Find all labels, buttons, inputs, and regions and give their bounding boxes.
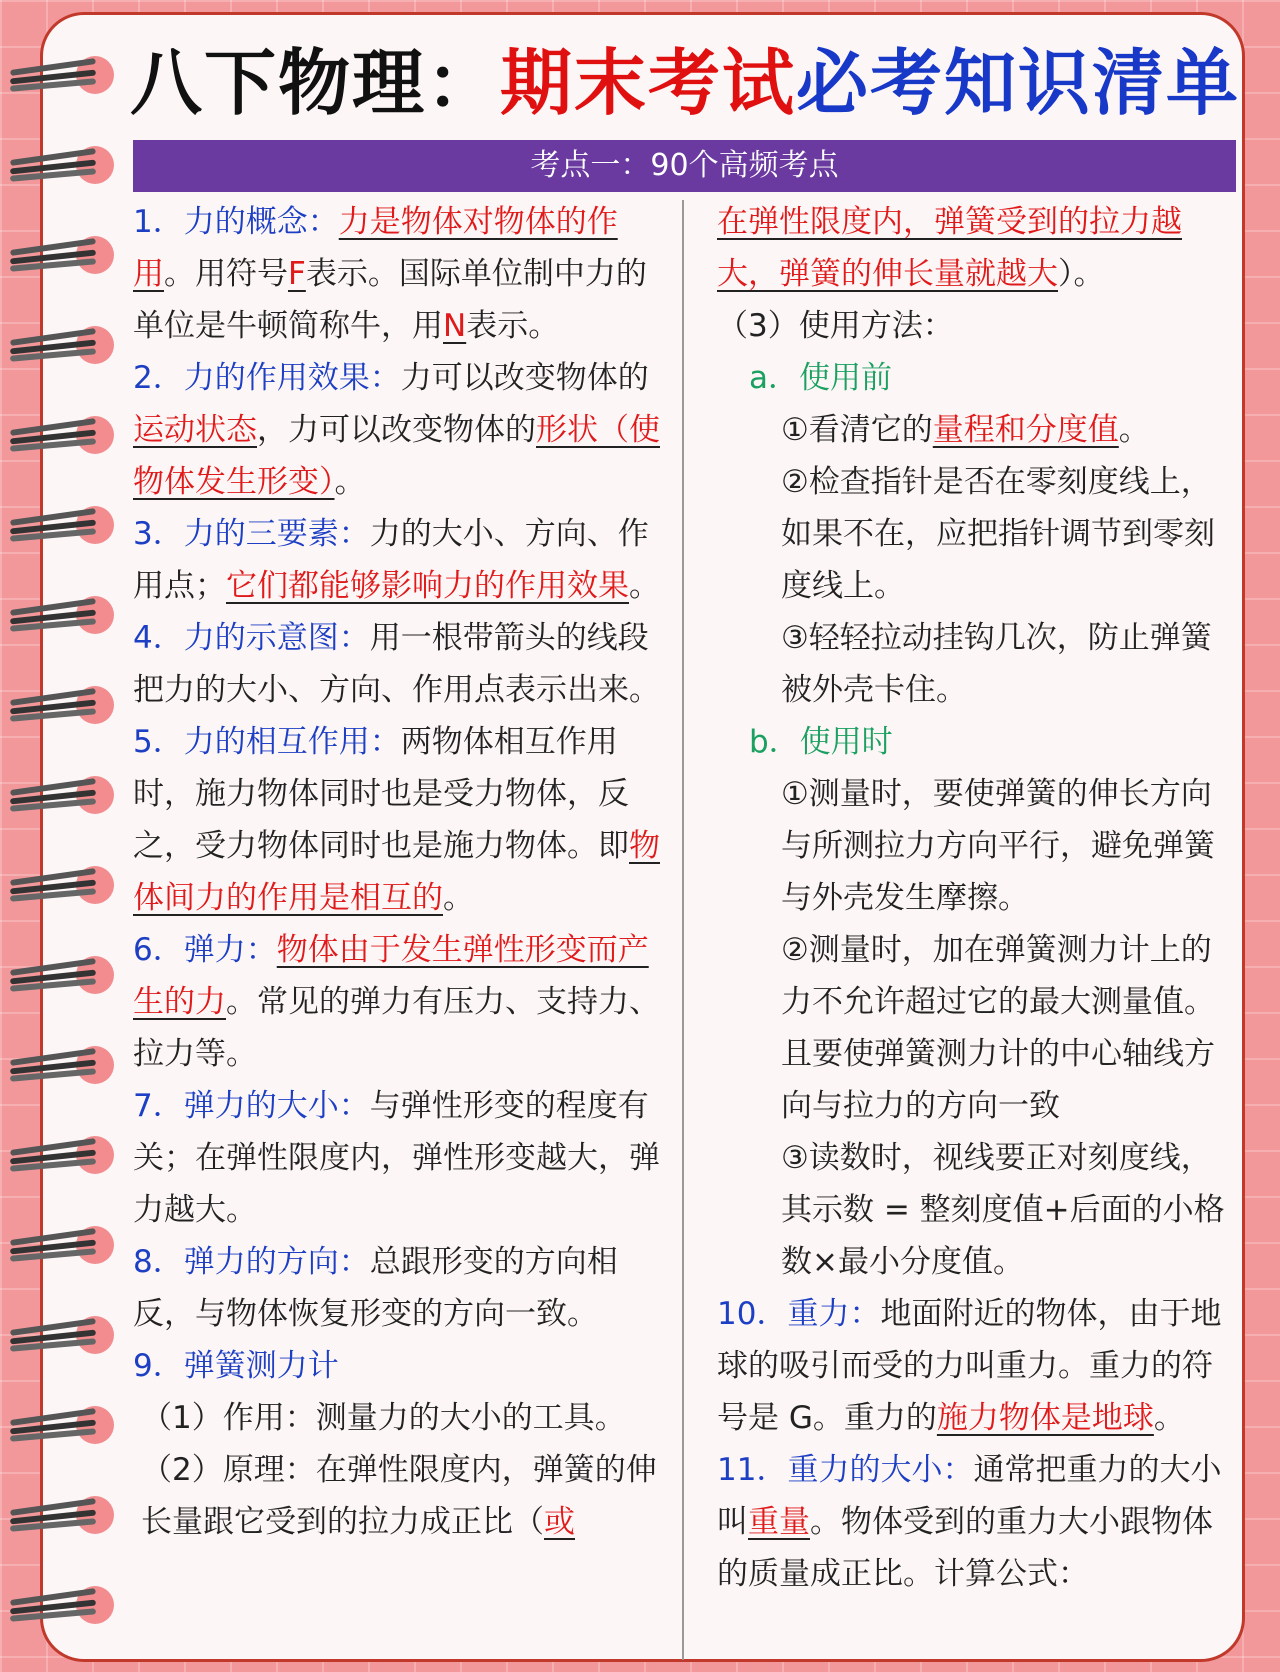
point-4 bbox=[133, 612, 668, 716]
point-text: 用一根带箭头的线段把力的大小、方向、作用点表示出来。 bbox=[133, 620, 660, 708]
left-column bbox=[133, 196, 668, 1548]
during-use-step-3: ③读数时，视线要正对刻度线，其示数 = 整刻度值+后面的小格数×最小分度值。 bbox=[781, 1140, 1225, 1280]
usage-heading: （3）使用方法： bbox=[717, 308, 954, 344]
point-text: ，力可以改变物体的 bbox=[257, 412, 536, 448]
point-text: ）。 bbox=[1058, 256, 1105, 292]
point-heading: 力的示意图： bbox=[183, 620, 370, 656]
page-title bbox=[130, 38, 1241, 128]
point-text: 。 bbox=[1153, 1400, 1185, 1436]
key-phrase: 它们都能够影响力的作用效果 bbox=[226, 568, 629, 604]
column-divider bbox=[682, 200, 684, 1660]
key-phrase: 物体间力的作用是相互的 bbox=[133, 828, 660, 916]
point-number: 6． bbox=[133, 932, 184, 968]
principle-continued bbox=[717, 196, 1235, 300]
point-heading: 力的作用效果： bbox=[183, 360, 401, 396]
section-banner: 考点一：90个高频考点 bbox=[133, 140, 1236, 192]
point-number: 9． bbox=[133, 1348, 184, 1384]
point-number: 7． bbox=[133, 1088, 184, 1124]
key-phrase: 重量 bbox=[748, 1504, 810, 1540]
point-heading: 弹力的大小： bbox=[183, 1088, 370, 1124]
point-text: 。 bbox=[443, 880, 474, 916]
key-phrase: 施力物体是地球 bbox=[936, 1400, 1154, 1436]
point-text: 力的大小、方向、作用点； bbox=[133, 516, 649, 604]
point-text: 与弹性形变的程度有关；在弹性限度内，弹性形变越大，弹力越大。 bbox=[133, 1088, 660, 1228]
point-text: 。物体受到的重力大小跟物体的质量成正比。计算公式： bbox=[717, 1504, 1213, 1592]
point-text: 两物体相互作用时，施力物体同时也是受力物体，反之，受力物体同时也是施力物体。即 bbox=[133, 724, 629, 864]
point-heading: 力的三要素： bbox=[183, 516, 370, 552]
key-phrase: 运动状态 bbox=[133, 412, 257, 448]
point-10 bbox=[717, 1288, 1235, 1444]
point-heading: 重力的大小： bbox=[787, 1452, 974, 1488]
point-6 bbox=[133, 924, 668, 1080]
key-phrase: 在弹性限度内，弹簧受到的拉力越大，弹簧的伸长量就越大 bbox=[717, 204, 1182, 292]
point-11 bbox=[717, 1444, 1235, 1600]
point-text: 总跟形变的方向相反，与物体恢复形变的方向一致。 bbox=[133, 1244, 618, 1332]
point-text: 。 bbox=[629, 568, 660, 604]
key-phrase: 力是物体对物体的作用 bbox=[133, 204, 618, 292]
point-8 bbox=[133, 1236, 668, 1340]
point-5 bbox=[133, 716, 668, 924]
point-text: ①看清它的 bbox=[781, 412, 933, 448]
key-phrase: 或 bbox=[544, 1504, 575, 1540]
point-text: 力可以改变物体的 bbox=[400, 360, 649, 396]
point-9-function: （1）作用：测量力的大小的工具。 bbox=[141, 1400, 626, 1436]
before-use-step-3: ③轻轻拉动挂钩几次，防止弹簧被外壳卡住。 bbox=[781, 620, 1212, 708]
point-2 bbox=[133, 352, 668, 508]
point-3 bbox=[133, 508, 668, 612]
before-use-heading: a．使用前 bbox=[749, 360, 892, 396]
point-heading: 弹力的方向： bbox=[183, 1244, 370, 1280]
point-text: 表示。国际单位制中力的单位是牛顿简称牛，用 bbox=[133, 256, 647, 344]
point-9 bbox=[133, 1340, 668, 1392]
point-heading: 力的相互作用： bbox=[183, 724, 401, 760]
point-number: 10． bbox=[717, 1296, 788, 1332]
point-7 bbox=[133, 1080, 668, 1236]
point-9-principle bbox=[133, 1444, 668, 1548]
point-heading: 重力： bbox=[787, 1296, 881, 1332]
key-phrase: F bbox=[288, 256, 306, 292]
title-part-red: 期末考试 bbox=[500, 40, 797, 125]
point-text: （2）原理：在弹性限度内，弹簧的伸长量跟它受到的拉力成正比（ bbox=[141, 1452, 657, 1540]
point-text: 。 bbox=[334, 464, 366, 500]
point-heading: 弹簧测力计 bbox=[183, 1348, 339, 1384]
key-phrase: 物体由于发生弹性形变而产生的力 bbox=[133, 932, 649, 1020]
key-phrase: N bbox=[443, 308, 467, 344]
key-phrase: 形状（使物体发生形变） bbox=[133, 412, 660, 500]
point-text: 通常把重力的大小叫 bbox=[717, 1452, 1222, 1540]
point-number: 8． bbox=[133, 1244, 184, 1280]
point-number: 3． bbox=[133, 516, 184, 552]
point-number: 5． bbox=[133, 724, 184, 760]
point-1 bbox=[133, 196, 668, 352]
key-phrase: 量程和分度值 bbox=[932, 412, 1119, 448]
point-number: 2． bbox=[133, 360, 184, 396]
during-use-step-2: ②测量时，加在弹簧测力计上的力不允许超过它的最大测量值。且要使弹簧测力计的中心轴线方向与拉力的方向一致 bbox=[781, 932, 1215, 1124]
title-part-blue: 必考知识清单 bbox=[796, 40, 1241, 125]
before-use-step-1 bbox=[717, 404, 1235, 456]
point-heading: 弹力： bbox=[183, 932, 277, 968]
point-heading: 力的概念： bbox=[183, 204, 339, 240]
point-number: 1． bbox=[133, 204, 184, 240]
point-text: 。 bbox=[1118, 412, 1150, 448]
right-column bbox=[717, 196, 1235, 1600]
title-part-black: 八下物理： bbox=[130, 40, 501, 125]
point-text: 。常见的弹力有压力、支持力、拉力等。 bbox=[133, 984, 660, 1072]
during-use-heading: b．使用时 bbox=[749, 724, 893, 760]
point-text: 表示。 bbox=[466, 308, 560, 344]
point-number: 4． bbox=[133, 620, 184, 656]
point-number: 11． bbox=[717, 1452, 788, 1488]
point-text: 。用符号 bbox=[164, 256, 288, 292]
before-use-step-2: ②检查指针是否在零刻度线上，如果不在，应把指针调节到零刻度线上。 bbox=[781, 464, 1215, 604]
during-use-step-1: ①测量时，要使弹簧的伸长方向与所测拉力方向平行，避免弹簧与外壳发生摩擦。 bbox=[781, 776, 1215, 916]
point-text: 地面附近的物体，由于地球的吸引而受的力叫重力。重力的符号是 G。重力的 bbox=[717, 1296, 1222, 1436]
